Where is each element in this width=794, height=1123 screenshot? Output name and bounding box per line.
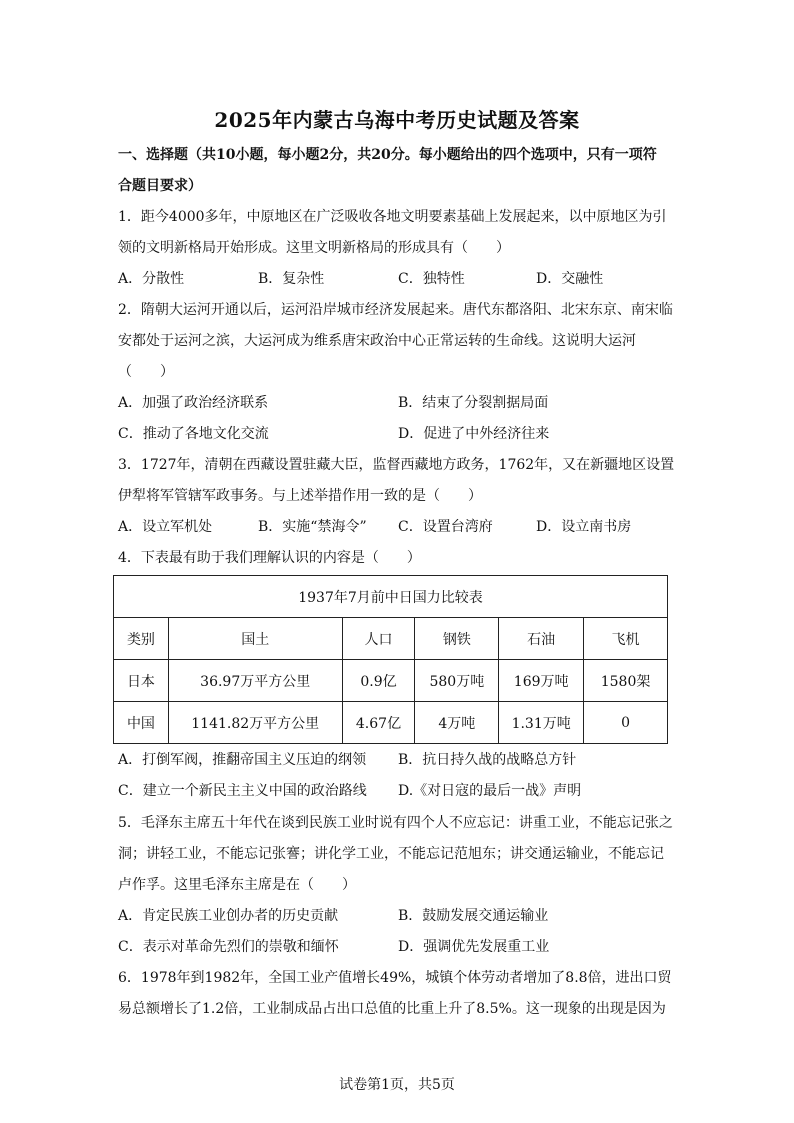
table-cell: 1.31万吨 — [499, 702, 584, 744]
option-d[interactable]: D．交融性 — [536, 271, 604, 287]
section-heading-line: 合题目要求） — [118, 178, 202, 194]
option-b[interactable]: B．鼓励发展交通运输业 — [398, 908, 549, 924]
stem-line: 安都处于运河之滨，大运河成为维系唐宋政治中心正常运转的生命线。这说明大运河 — [118, 333, 636, 349]
option-b[interactable]: B．抗日持久战的战略总方针 — [398, 752, 577, 768]
option-c[interactable]: C．设置台湾府 — [398, 519, 493, 535]
stem-line: 2．隋朝大运河开通以后，运河沿岸城市经济发展起来。唐代东都洛阳、北宋东京、南宋临 — [118, 302, 673, 318]
question-5-options-row1 — [118, 901, 678, 932]
question-3-stem — [118, 450, 678, 512]
question-2-options-row2 — [118, 419, 678, 450]
table-cell: 日本 — [114, 660, 169, 702]
question-5-stem — [118, 808, 678, 901]
table-cell: 1141.82万平方公里 — [168, 702, 342, 744]
option-d[interactable]: D．强调优先发展重工业 — [398, 939, 550, 955]
question-4-stem — [118, 543, 678, 574]
question-2-options-row1 — [118, 388, 678, 419]
page-title: 2025年内蒙古乌海中考历史试题及答案 — [214, 108, 580, 132]
table-header-cell: 石油 — [499, 618, 584, 660]
question-2-stem — [118, 295, 678, 388]
table-header-cell: 人口 — [342, 618, 415, 660]
stem-line: 卢作孚。这里毛泽东主席是在（ ） — [118, 877, 356, 893]
question-1-stem — [118, 202, 678, 264]
section-heading — [118, 140, 678, 202]
table-cell: 4.67亿 — [342, 702, 415, 744]
table-header-cell: 钢铁 — [415, 618, 499, 660]
stem-line: 易总额增长了1.2倍，工业制成品占出口总值的比重上升了8.5%。这一现象的出现是因为 — [118, 1001, 666, 1017]
stem-line: 5．毛泽东主席五十年代在谈到民族工业时说有四个人不应忘记：讲重工业，不能忘记张之 — [118, 815, 673, 831]
national-strength-table — [113, 575, 668, 744]
option-c[interactable]: C．推动了各地文化交流 — [118, 426, 269, 442]
stem-line: 6．1978年到1982年，全国工业产值增长49%，城镇个体劳动者增加了8.8倍，进出口贸 — [118, 970, 672, 986]
option-d[interactable]: D．设立南书房 — [536, 519, 632, 535]
stem-line: 4．下表最有助于我们理解认识的内容是（ ） — [118, 550, 421, 566]
question-5-options-row2 — [118, 932, 678, 963]
option-c[interactable]: C．表示对革命先烈们的崇敬和缅怀 — [118, 939, 339, 955]
table-header-cell: 飞机 — [584, 618, 668, 660]
section-heading-line: 一、选择题（共10小题，每小题2分，共20分。每小题给出的四个选项中，只有一项符 — [118, 147, 657, 163]
question-6-stem — [118, 963, 678, 1025]
table-cell: 4万吨 — [415, 702, 499, 744]
option-d[interactable]: D.《对日寇的最后一战》声明 — [398, 783, 582, 799]
stem-line: 领的文明新格局开始形成。这里文明新格局的形成具有（ ） — [118, 240, 510, 256]
question-3-options — [118, 512, 678, 543]
table-cell: 中国 — [114, 702, 169, 744]
table-row — [114, 660, 668, 702]
option-c[interactable]: C．建立一个新民主主义中国的政治路线 — [118, 783, 367, 799]
table-cell: 36.97万平方公里 — [168, 660, 342, 702]
table-row — [114, 702, 668, 744]
question-4-options-row1 — [118, 745, 678, 776]
question-4-options-row2 — [118, 776, 678, 807]
option-d[interactable]: D．促进了中外经济往来 — [398, 426, 550, 442]
table-header-cell: 类别 — [114, 618, 169, 660]
stem-line: 洞；讲轻工业，不能忘记张謇；讲化学工业，不能忘记范旭东；讲交通运输业，不能忘记 — [118, 846, 664, 862]
option-a[interactable]: A．加强了政治经济联系 — [118, 395, 269, 411]
table-cell: 0 — [584, 702, 668, 744]
option-a[interactable]: A．肯定民族工业创办者的历史贡献 — [118, 908, 339, 924]
table-cell: 0.9亿 — [342, 660, 415, 702]
stem-line: （ ） — [118, 364, 174, 380]
table-caption: 1937年7月前中日国力比较表 — [114, 576, 668, 618]
option-a[interactable]: A．设立军机处 — [118, 519, 213, 535]
table-header-row — [114, 618, 668, 660]
table-cell: 1580架 — [584, 660, 668, 702]
option-b[interactable]: B．实施“禁海令” — [258, 519, 367, 535]
table-cell: 580万吨 — [415, 660, 499, 702]
option-b[interactable]: B．复杂性 — [258, 271, 325, 287]
page-footer: 试卷第1页，共5页 — [339, 1077, 455, 1093]
option-a[interactable]: A．打倒军阀，推翻帝国主义压迫的纲领 — [118, 752, 367, 768]
option-c[interactable]: C．独特性 — [398, 271, 465, 287]
stem-line: 3．1727年，清朝在西藏设置驻藏大臣，监督西藏地方政务，1762年，又在新疆地区设置 — [118, 457, 675, 473]
option-b[interactable]: B．结束了分裂割据局面 — [398, 395, 549, 411]
table-cell: 169万吨 — [499, 660, 584, 702]
question-1-options — [118, 264, 678, 295]
stem-line: 1．距今4000多年，中原地区在广泛吸收各地文明要素基础上发展起来，以中原地区为引 — [118, 209, 667, 225]
table-header-cell: 国土 — [168, 618, 342, 660]
option-a[interactable]: A．分散性 — [118, 271, 185, 287]
stem-line: 伊犁将军管辖军政事务。与上述举措作用一致的是（ ） — [118, 488, 482, 504]
